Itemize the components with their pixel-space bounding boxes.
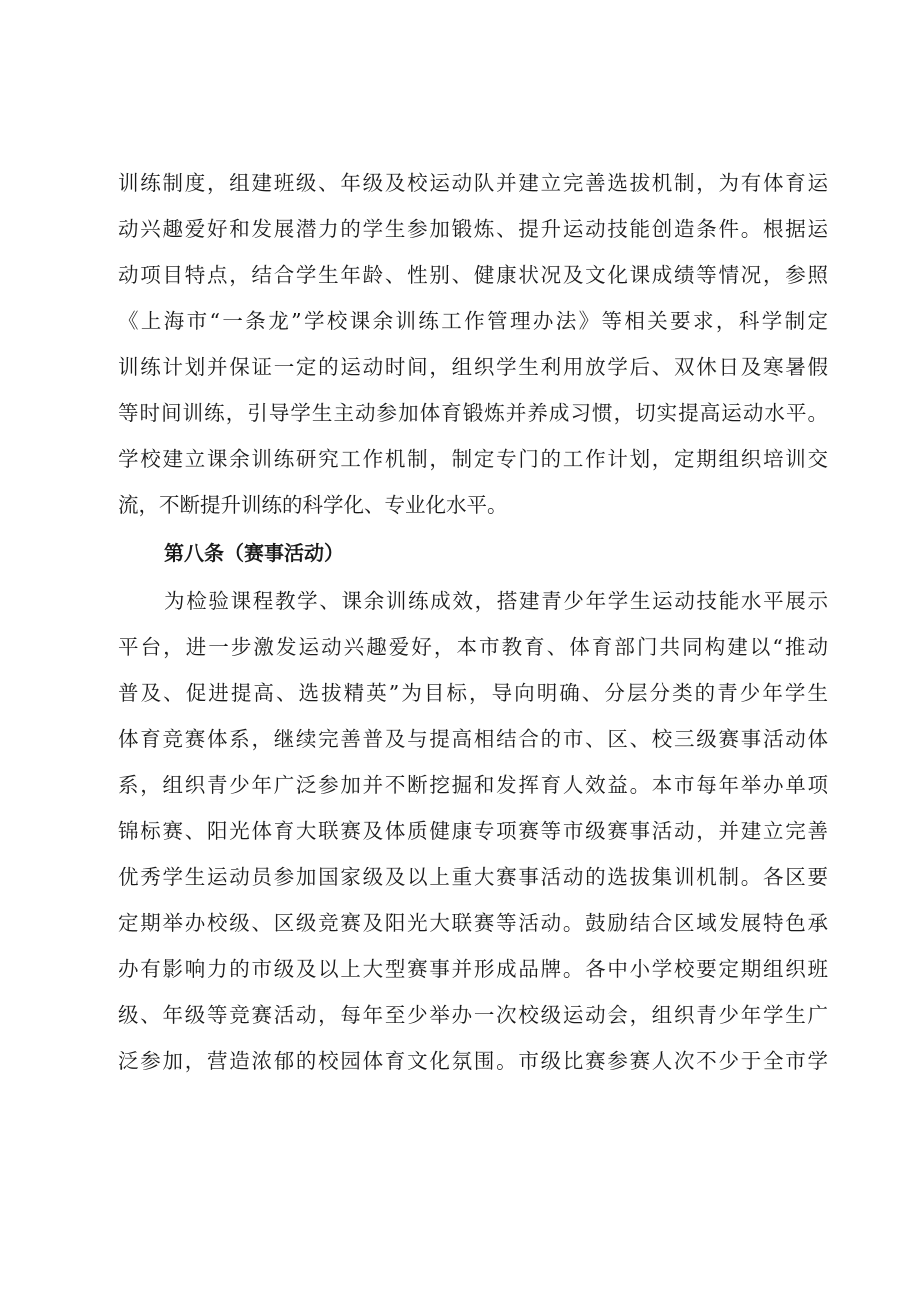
- paragraph-line: 系，组织青少年广泛参加并不断挖掘和发挥育人效益。本市每年举办单项: [118, 773, 828, 797]
- paragraph-line: 级、年级等竞赛活动，每年至少举办一次校级运动会，组织青少年学生广: [118, 1003, 828, 1027]
- paragraph-line: 办有影响力的市级及以上大型赛事并形成品牌。各中小学校要定期组织班: [118, 957, 828, 981]
- paragraph-line: 优秀学生运动员参加国家级及以上重大赛事活动的选拔集训机制。各区要: [118, 865, 828, 889]
- paragraph-line: 动兴趣爱好和发展潜力的学生参加锻炼、提升运动技能创造条件。根据运: [118, 217, 828, 241]
- paragraph-line: 等时间训练，引导学生主动参加体育锻炼并养成习惯，切实提高运动水平。: [118, 401, 828, 425]
- paragraph-line: 为检验课程教学、课余训练成效，搭建青少年学生运动技能水平展示: [164, 589, 828, 613]
- paragraph-line: 动项目特点，结合学生年龄、性别、健康状况及文化课成绩等情况，参照: [118, 263, 828, 287]
- paragraph-line: 定期举办校级、区级竞赛及阳光大联赛等活动。鼓励结合区域发展特色承: [118, 911, 828, 935]
- paragraph-line: 泛参加，营造浓郁的校园体育文化氛围。市级比赛参赛人次不少于全市学: [118, 1049, 828, 1073]
- paragraph-line: 《上海市“一条龙”学校课余训练工作管理办法》等相关要求，科学制定: [118, 309, 828, 333]
- paragraph-line: 流，不断提升训练的科学化、专业化水平。: [118, 493, 508, 517]
- paragraph-line: 训练制度，组建班级、年级及校运动队并建立完善选拔机制，为有体育运: [118, 171, 828, 195]
- paragraph-line: 训练计划并保证一定的运动时间，组织学生利用放学后、双休日及寒暑假: [118, 355, 828, 379]
- paragraph-line: 体育竞赛体系，继续完善普及与提高相结合的市、区、校三级赛事活动体: [118, 727, 828, 751]
- paragraph-line: 学校建立课余训练研究工作机制，制定专门的工作计划，定期组织培训交: [118, 447, 828, 471]
- article-heading: 第八条（赛事活动）: [164, 541, 344, 565]
- paragraph-line: 普及、促进提高、选拔精英”为目标，导向明确、分层分类的青少年学生: [118, 681, 828, 705]
- paragraph-line: 平台，进一步激发运动兴趣爱好，本市教育、体育部门共同构建以“推动: [118, 635, 828, 659]
- paragraph-line: 锦标赛、阳光体育大联赛及体质健康专项赛等市级赛事活动，并建立完善: [118, 819, 828, 843]
